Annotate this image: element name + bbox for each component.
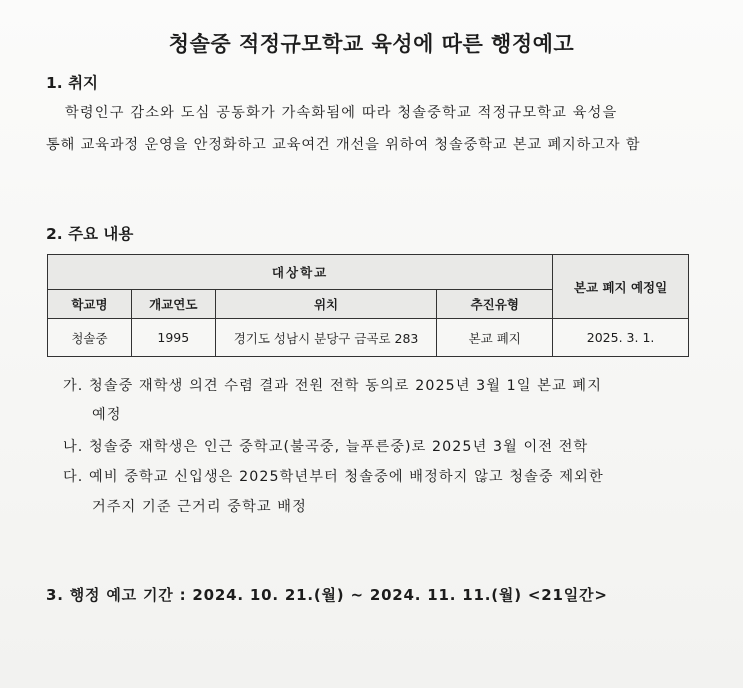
notice-period: 3. 행정 예고 기간 : 2024. 10. 21.(월) ~ 2024. 11. 11.(월) <21일간> [46, 586, 608, 604]
section-1-line-1: 학령인구 감소와 도심 공동화가 가속화됨에 따라 청솔중학교 적정규모학교 육성을 [65, 105, 618, 121]
list-item-ga-line-1: 가. 청솔중 재학생 의견 수렴 결과 전원 전학 동의로 2025년 3월 1일 본교 폐지 [63, 378, 603, 394]
table-cell-location: 경기도 성남시 분당구 금곡로 283 [215, 319, 437, 357]
list-item-da-line-2: 거주지 기준 근거리 중학교 배정 [92, 499, 307, 515]
section-1-heading: 1. 취지 [46, 74, 99, 92]
table-col-location: 위치 [215, 290, 437, 319]
target-school-table [47, 254, 689, 357]
table-col-year: 개교연도 [131, 290, 215, 319]
table-col-type: 추진유형 [437, 290, 553, 319]
table-cell-year: 1995 [131, 319, 215, 357]
table-row [48, 319, 689, 357]
section-1-line-2: 통해 교육과정 운영을 안정화하고 교육여건 개선을 위하여 청솔중학교 본교 폐지하고자 함 [46, 137, 641, 153]
table-cell-closing-date: 2025. 3. 1. [553, 319, 689, 357]
table-cell-school: 청솔중 [48, 319, 132, 357]
table-closing-date-header: 본교 폐지 예정일 [553, 255, 689, 319]
table-col-school: 학교명 [48, 290, 132, 319]
list-item-da-line-1: 다. 예비 중학교 신입생은 2025학년부터 청솔중에 배정하지 않고 청솔중 제외한 [63, 469, 604, 485]
table-cell-type: 본교 폐지 [437, 319, 553, 357]
document-title: 청솔중 적정규모학교 육성에 따른 행정예고 [168, 32, 575, 56]
section-2-heading: 2. 주요 내용 [46, 225, 134, 243]
list-item-ga-line-2: 예정 [92, 407, 122, 423]
list-item-na-line-1: 나. 청솔중 재학생은 인근 중학교(불곡중, 늘푸른중)로 2025년 3월 이전 전학 [63, 439, 589, 455]
table-group-header: 대상학교 [48, 255, 553, 290]
